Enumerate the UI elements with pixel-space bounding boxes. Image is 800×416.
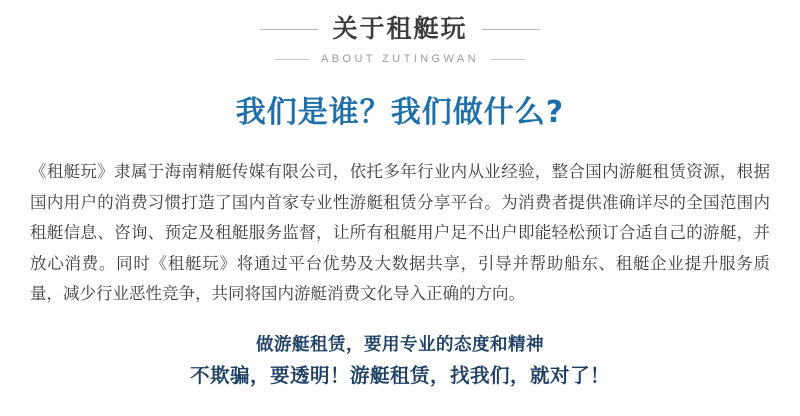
divider-line-right [482,29,540,30]
body-paragraph: 《租艇玩》隶属于海南精艇传媒有限公司，依托多年行业内从业经验，整合国内游艇租赁资源，根据国内用户的消费习惯打造了国内首家专业性游艇租赁分享平台。为消费者提供准确详尽的全国范围内租艇信息、咨询、预定及租艇服务监督，让所有租艇用户足不出户即能轻松预订合适自己的游艇，并放心消费。同时《租艇玩》将通过平台优势及大数据共享，引导并帮助船东、租艇企业提升服务质量，减少行业恶性竞争，共同将国内游艇消费文化导入正确的方向。 [30,162,770,304]
main-heading: 我们是谁？我们做什么? [235,95,565,130]
section-header [0,0,800,65]
slogan-line-2: 不欺骗，要透明！游艇租赁，找我们，就对了！ [189,363,610,387]
divider-line-sub-left [275,59,309,60]
page-title: 关于租艇玩 [332,14,468,43]
divider-line-left [260,29,318,30]
header-subtitle-row [0,53,800,65]
slogan-line-1: 做游艇租赁，要用专业的态度和精神 [256,334,544,355]
divider-line-sub-right [491,59,525,60]
header-title-row [0,14,800,44]
page-subtitle: ABOUT ZUTINGWAN [321,53,479,65]
slogan-block [0,332,800,391]
